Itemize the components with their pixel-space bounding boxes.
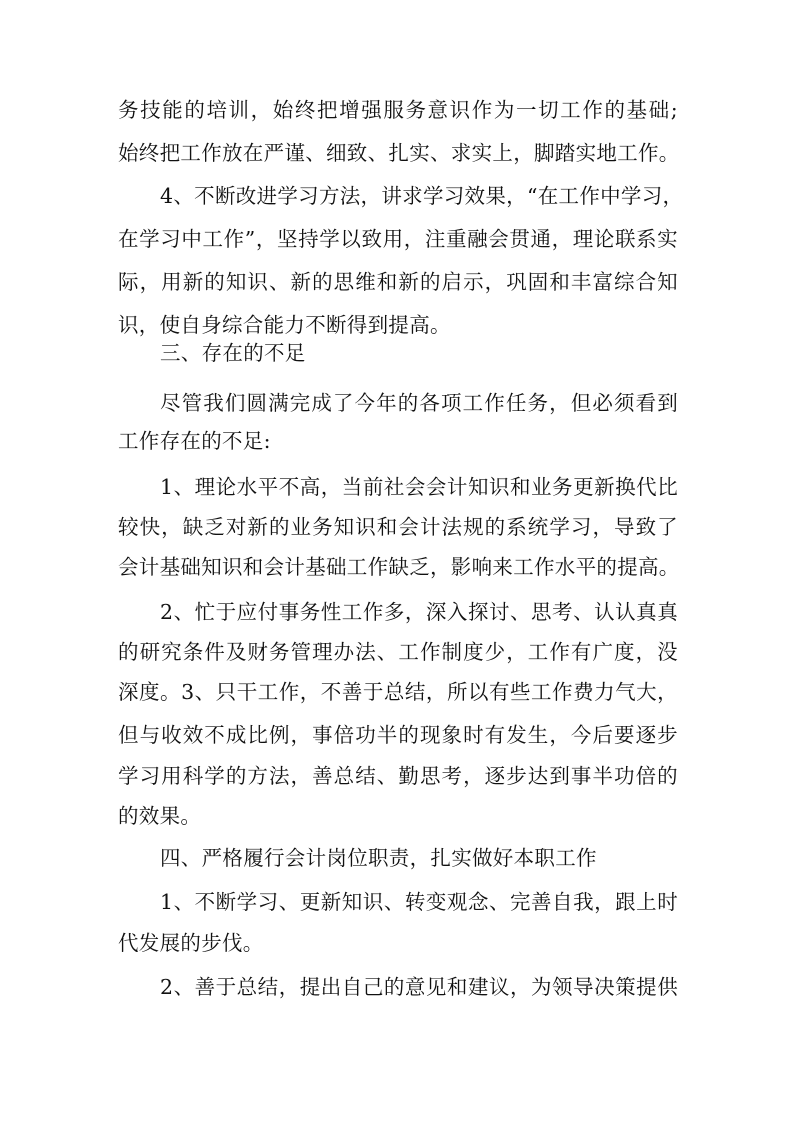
text-line-22: 2、善于总结，提出自己的意见和建议，为领导决策提供: [160, 975, 678, 999]
text-line-2: 始终把工作放在严谨、细致、扎实、求实上，脚踏实地工作。: [118, 141, 680, 165]
text-line-15: 深度。3、只干工作，不善于总结，所以有些工作费力气大，: [118, 680, 678, 704]
text-line-4: 在学习中工作”，坚持学以致用，注重融会贯通，理论联系实: [118, 227, 678, 251]
text-line-18: 的效果。: [118, 804, 202, 828]
text-line-5: 际，用新的知识、新的思维和新的启示，巩固和丰富综合知: [118, 270, 678, 294]
text-line-9: 工作存在的不足:: [118, 429, 271, 453]
text-line-12: 会计基础知识和会计基础工作缺乏，影响来工作水平的提高。: [118, 555, 680, 579]
text-line-13: 2、忙于应付事务性工作多，深入探讨、思考、认认真真: [160, 600, 678, 624]
text-line-11: 较快，缺乏对新的业务知识和会计法规的系统学习，导致了: [118, 515, 678, 539]
text-line-6: 识，使自身综合能力不断得到提高。: [118, 313, 451, 337]
text-line-14: 的研究条件及财务管理办法、工作制度少，工作有广度，没: [118, 640, 678, 664]
section-heading-4: 四、严格履行会计岗位职责，扎实做好本职工作: [160, 846, 597, 870]
text-line-17: 学习用科学的方法，善总结、勤思考，逐步达到事半功倍的: [118, 764, 678, 788]
text-line-16: 但与收效不成比例，事倍功半的现象时有发生，今后要逐步: [118, 723, 678, 747]
text-line-8: 尽管我们圆满完成了今年的各项工作任务，但必须看到: [160, 391, 678, 415]
text-line-10: 1、理论水平不高，当前社会会计知识和业务更新换代比: [160, 475, 678, 499]
text-line-3: 4、不断改进学习方法，讲求学习效果，“在工作中学习，: [160, 184, 684, 208]
text-line-21: 代发展的步伐。: [118, 931, 264, 955]
text-line-1: 务技能的培训，始终把增强服务意识作为一切工作的基础;: [118, 98, 678, 122]
text-line-20: 1、不断学习、更新知识、转变观念、完善自我，跟上时: [160, 890, 678, 914]
section-heading-3: 三、存在的不足: [160, 341, 306, 365]
